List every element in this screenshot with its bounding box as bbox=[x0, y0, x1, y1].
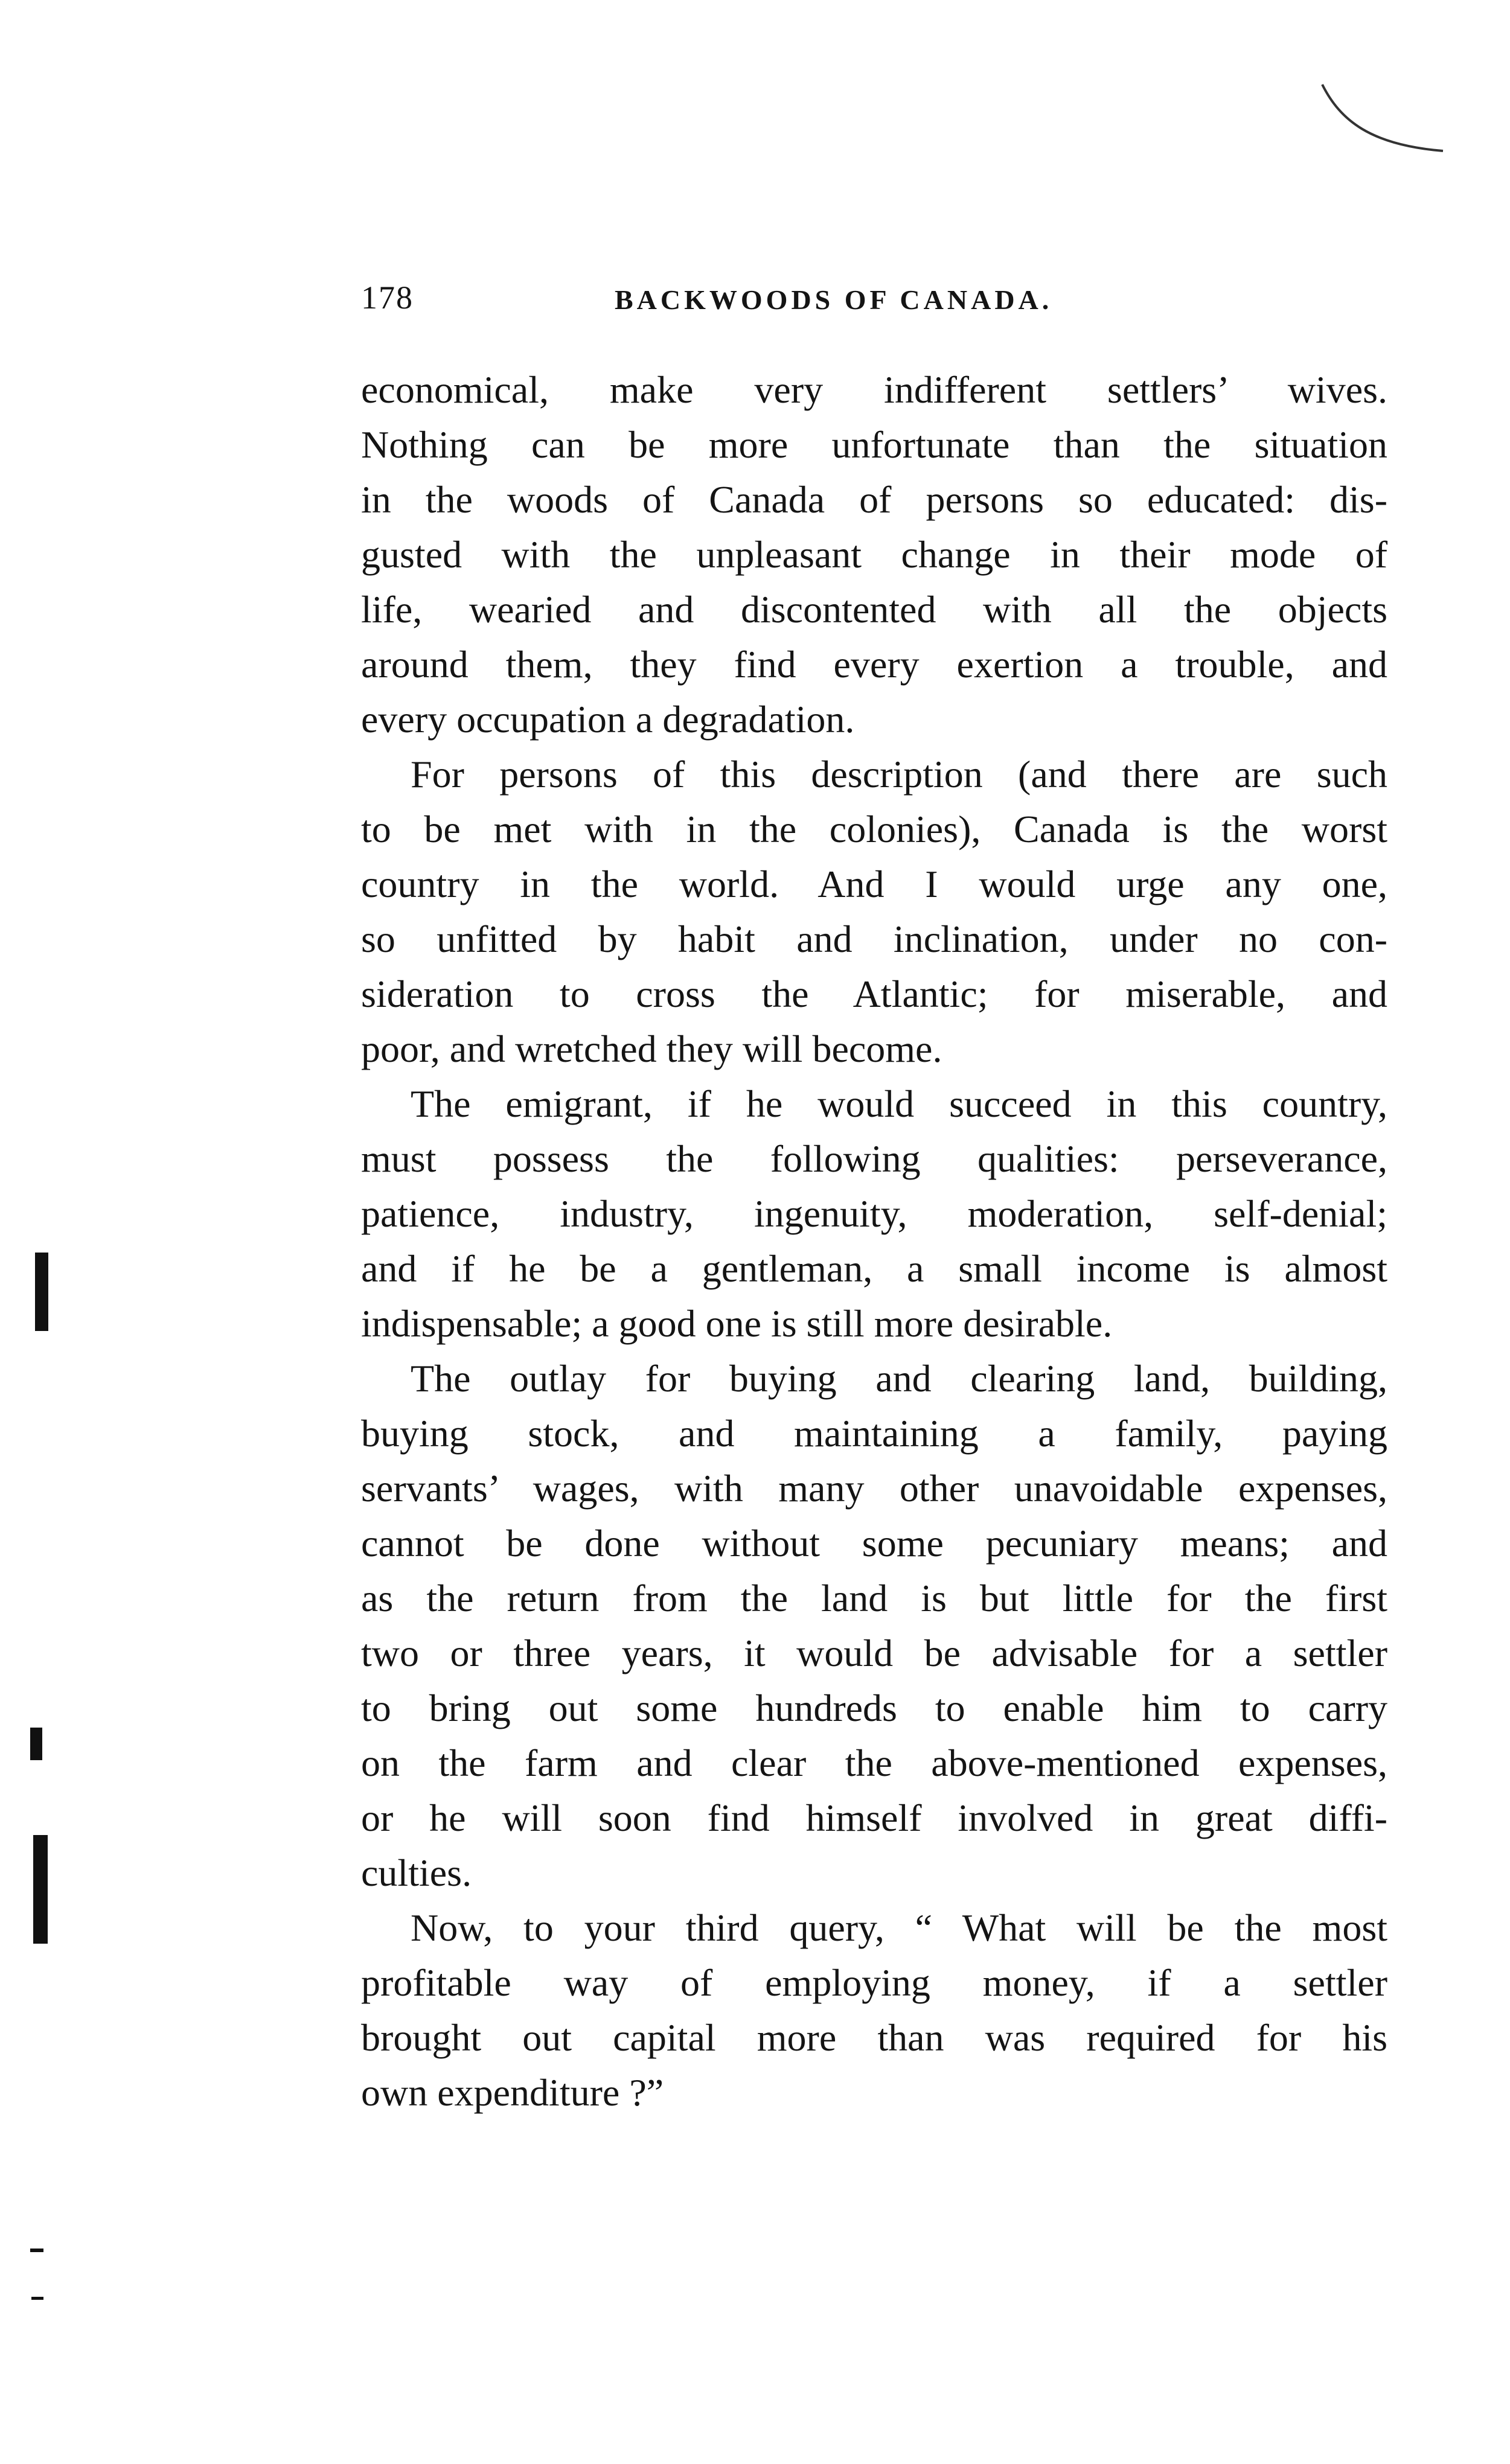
text-line: Nothing can be more unfortunate than the situation bbox=[361, 423, 1387, 466]
text-line: The outlay for buying and clearing land, building, bbox=[411, 1357, 1387, 1400]
page-number: 178 bbox=[361, 279, 414, 316]
margin-ink-mark bbox=[30, 1728, 42, 1760]
text-line: profitable way of employing money, if a settler bbox=[361, 1961, 1387, 2004]
text-line: buying stock, and maintaining a family, paying bbox=[361, 1412, 1387, 1455]
text-line: and if he be a gentleman, a small income is almost bbox=[361, 1247, 1387, 1290]
text-line: patience, industry, ingenuity, moderation, self-denial; bbox=[361, 1192, 1387, 1235]
text-line: two or three years, it would be advisable for a settler bbox=[361, 1632, 1387, 1674]
text-line: indispensable; a good one is still more desirable. bbox=[361, 1302, 1113, 1345]
text-line: servants’ wages, with many other unavoidable expenses, bbox=[361, 1467, 1387, 1510]
margin-ink-mark bbox=[30, 2249, 43, 2252]
text-line: brought out capital more than was required for his bbox=[361, 2016, 1387, 2059]
pencil-scribble-mark bbox=[1316, 72, 1449, 169]
paragraph bbox=[361, 1351, 1387, 1900]
body-text bbox=[361, 362, 1387, 2120]
text-line: as the return from the land is but little for the first bbox=[361, 1577, 1387, 1620]
text-line: country in the world. And I would urge any one, bbox=[361, 863, 1387, 905]
text-line: on the farm and clear the above-mentioned expenses, bbox=[361, 1741, 1387, 1784]
paragraph bbox=[361, 1076, 1387, 1351]
paragraph bbox=[361, 1900, 1387, 2120]
margin-ink-mark bbox=[33, 1835, 48, 1944]
text-line: Now, to your third query, “ What will be the most bbox=[411, 1906, 1387, 1949]
text-line: gusted with the unpleasant change in their mode of bbox=[361, 533, 1387, 576]
paragraph bbox=[361, 747, 1387, 1076]
text-line: to be met with in the colonies), Canada is the worst bbox=[361, 808, 1387, 851]
text-line: For persons of this description (and there are such bbox=[411, 753, 1387, 796]
text-line: own expenditure ?” bbox=[361, 2071, 664, 2114]
text-line: or he will soon find himself involved in great diffi- bbox=[361, 1796, 1387, 1839]
margin-ink-mark bbox=[35, 1253, 48, 1331]
text-line: culties. bbox=[361, 1851, 472, 1894]
text-line: cannot be done without some pecuniary means; and bbox=[361, 1522, 1387, 1565]
text-line: economical, make very indifferent settlers’ wives. bbox=[361, 368, 1387, 411]
text-line: in the woods of Canada of persons so educated: dis- bbox=[361, 478, 1387, 521]
text-line: poor, and wretched they will become. bbox=[361, 1027, 942, 1070]
text-line: must possess the following qualities: perseverance, bbox=[361, 1137, 1387, 1180]
page-header bbox=[361, 279, 1387, 327]
text-line: life, wearied and discontented with all the objects bbox=[361, 588, 1387, 631]
text-line: The emigrant, if he would succeed in this country, bbox=[411, 1082, 1387, 1125]
text-line: to bring out some hundreds to enable him to carry bbox=[361, 1687, 1387, 1729]
running-head: BACKWOODS OF CANADA. bbox=[615, 284, 1053, 315]
text-line: around them, they find every exertion a trouble, and bbox=[361, 643, 1387, 686]
paragraph bbox=[361, 362, 1387, 747]
margin-ink-mark bbox=[31, 2297, 43, 2300]
text-line: so unfitted by habit and inclination, under no con- bbox=[361, 918, 1387, 960]
text-line: every occupation a degradation. bbox=[361, 698, 855, 741]
text-line: sideration to cross the Atlantic; for miserable, and bbox=[361, 972, 1387, 1015]
